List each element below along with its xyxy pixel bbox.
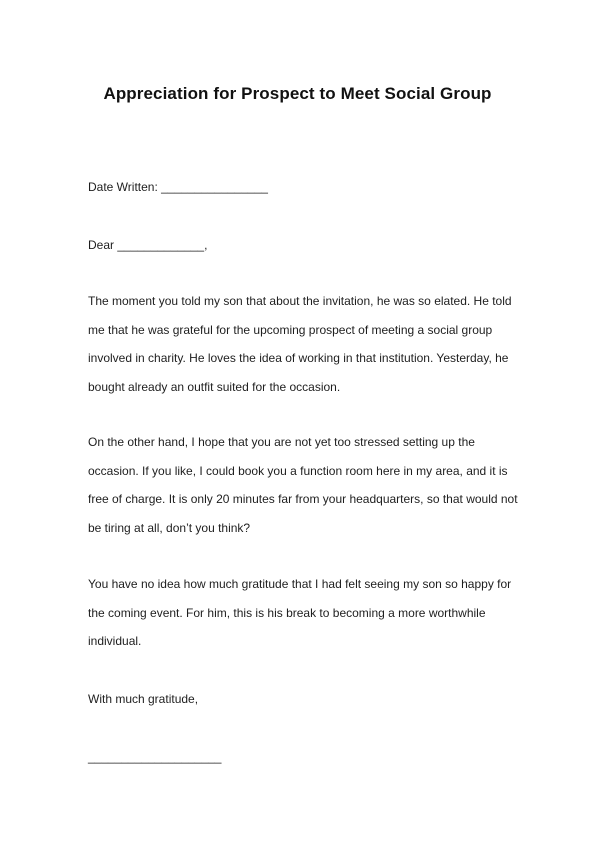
document-title: Appreciation for Prospect to Meet Social Group bbox=[103, 84, 492, 103]
paragraph-line: free of charge. It is only 20 minutes far from your headquarters, so that would not bbox=[88, 492, 518, 506]
paragraph-line: me that he was grateful for the upcoming prospect of meeting a social group bbox=[88, 322, 493, 337]
salutation: Dear _____________, bbox=[88, 238, 208, 252]
paragraph-line: individual. bbox=[88, 634, 142, 648]
paragraph-line: be tiring at all, don’t you think? bbox=[88, 520, 251, 535]
closing-line: With much gratitude, bbox=[88, 692, 199, 706]
paragraph-line: You have no idea how much gratitude that I had felt seeing my son so happy for bbox=[88, 577, 512, 591]
body-paragraph-2 bbox=[88, 428, 518, 542]
signature-line: ____________________ bbox=[88, 750, 222, 764]
paragraph-line: the coming event. For him, this is his break to becoming a more worthwhile bbox=[88, 605, 486, 620]
paragraph-line: occasion. If you like, I could book you a function room here in my area, and it is bbox=[88, 463, 508, 478]
date-written-line: Date Written: ________________ bbox=[88, 180, 268, 194]
body-paragraph-3 bbox=[88, 570, 518, 656]
paragraph-line: bought already an outfit suited for the occasion. bbox=[88, 379, 341, 394]
paragraph-line: involved in charity. He loves the idea of working in that institution. Yesterday, he bbox=[88, 351, 509, 365]
paragraph-line: On the other hand, I hope that you are not yet too stressed setting up the bbox=[88, 435, 475, 449]
paragraph-line: The moment you told my son that about the invitation, he was so elated. He told bbox=[88, 294, 512, 308]
body-paragraph-1 bbox=[88, 287, 518, 401]
